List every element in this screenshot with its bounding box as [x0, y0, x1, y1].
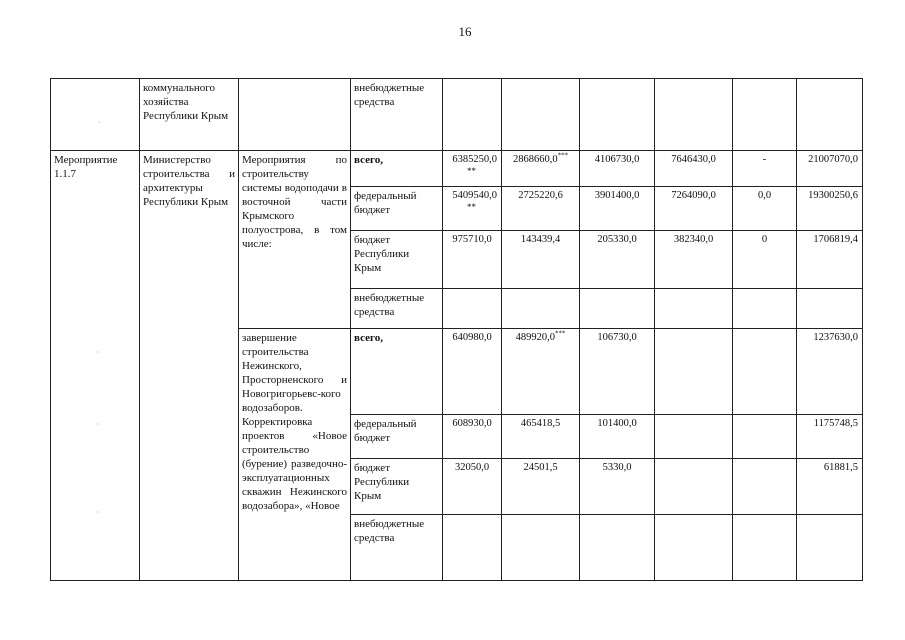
page-number: 16: [458, 24, 472, 39]
responsible-cell: Министерство строительства и архитектуры Республики Крым: [140, 151, 239, 581]
value-cell: 2725220,6: [502, 187, 580, 231]
funding-source-cell: федеральный бюджет: [351, 415, 443, 459]
budget-table: [50, 78, 863, 581]
value-cell: 640980,0: [443, 329, 502, 415]
value-cell: 6385250,0 **: [443, 151, 502, 187]
event-cell: Мероприятие 1.1.7: [51, 151, 140, 581]
scan-mark: ·: [96, 348, 99, 357]
funding-source-cell: внебюджетные средства: [351, 79, 443, 151]
value-cell: 975710,0: [443, 231, 502, 289]
value-cell: 143439,4: [502, 231, 580, 289]
total-cell: 21007070,0: [797, 151, 863, 187]
total-cell: 1175748,5: [797, 415, 863, 459]
funding-source-cell: внебюджетные средства: [351, 515, 443, 581]
value-cell: 32050,0: [443, 459, 502, 515]
value-cell: 4106730,0: [580, 151, 655, 187]
scan-mark: ·: [98, 118, 101, 127]
value-cell: 24501,5: [502, 459, 580, 515]
funding-source-cell: бюджет Республики Крым: [351, 459, 443, 515]
event-cell: [51, 79, 140, 151]
value-cell: 5330,0: [580, 459, 655, 515]
value-cell: 608930,0: [443, 415, 502, 459]
responsible-cell: коммунального хозяйства Республики Крым: [140, 79, 239, 151]
subevent-description-cell: завершение строительства Нежинского, Просторненского и Новогригорьевс-кого водозаборов. Корректировка проектов «Новое строительство (бурение) разведочно-эксплуатационных скважин Нежинского водозабора», «Новое: [239, 329, 351, 581]
value-cell: 0: [733, 231, 797, 289]
total-cell: 1237630,0: [797, 329, 863, 415]
value-cell: 382340,0: [655, 231, 733, 289]
value-cell: -: [733, 151, 797, 187]
value-cell: 5409540,0 **: [443, 187, 502, 231]
total-cell: 1706819,4: [797, 231, 863, 289]
funding-source-cell: всего,: [351, 329, 443, 415]
value-cell: 205330,0: [580, 231, 655, 289]
value-cell: 3901400,0: [580, 187, 655, 231]
table-row: [51, 79, 863, 151]
funding-source-cell: внебюджетные средства: [351, 289, 443, 329]
description-cell: [239, 79, 351, 151]
scan-mark: ·: [96, 508, 99, 517]
value-cell: 106730,0: [580, 329, 655, 415]
table-row: [51, 151, 863, 187]
total-cell: 61881,5: [797, 459, 863, 515]
funding-source-cell: бюджет Республики Крым: [351, 231, 443, 289]
funding-source-cell: всего,: [351, 151, 443, 187]
value-cell: 101400,0: [580, 415, 655, 459]
value-cell: 2868660,0***: [502, 151, 580, 187]
total-cell: 19300250,6: [797, 187, 863, 231]
value-cell: 0,0: [733, 187, 797, 231]
funding-source-cell: федеральный бюджет: [351, 187, 443, 231]
value-cell: 7646430,0: [655, 151, 733, 187]
value-cell: 465418,5: [502, 415, 580, 459]
value-cell: 489920,0***: [502, 329, 580, 415]
value-cell: 7264090,0: [655, 187, 733, 231]
description-cell: Мероприятия по строительству системы водоподачи в восточной части Крымского полуострова, в том числе:: [239, 151, 351, 329]
scan-mark: ·: [96, 420, 99, 429]
